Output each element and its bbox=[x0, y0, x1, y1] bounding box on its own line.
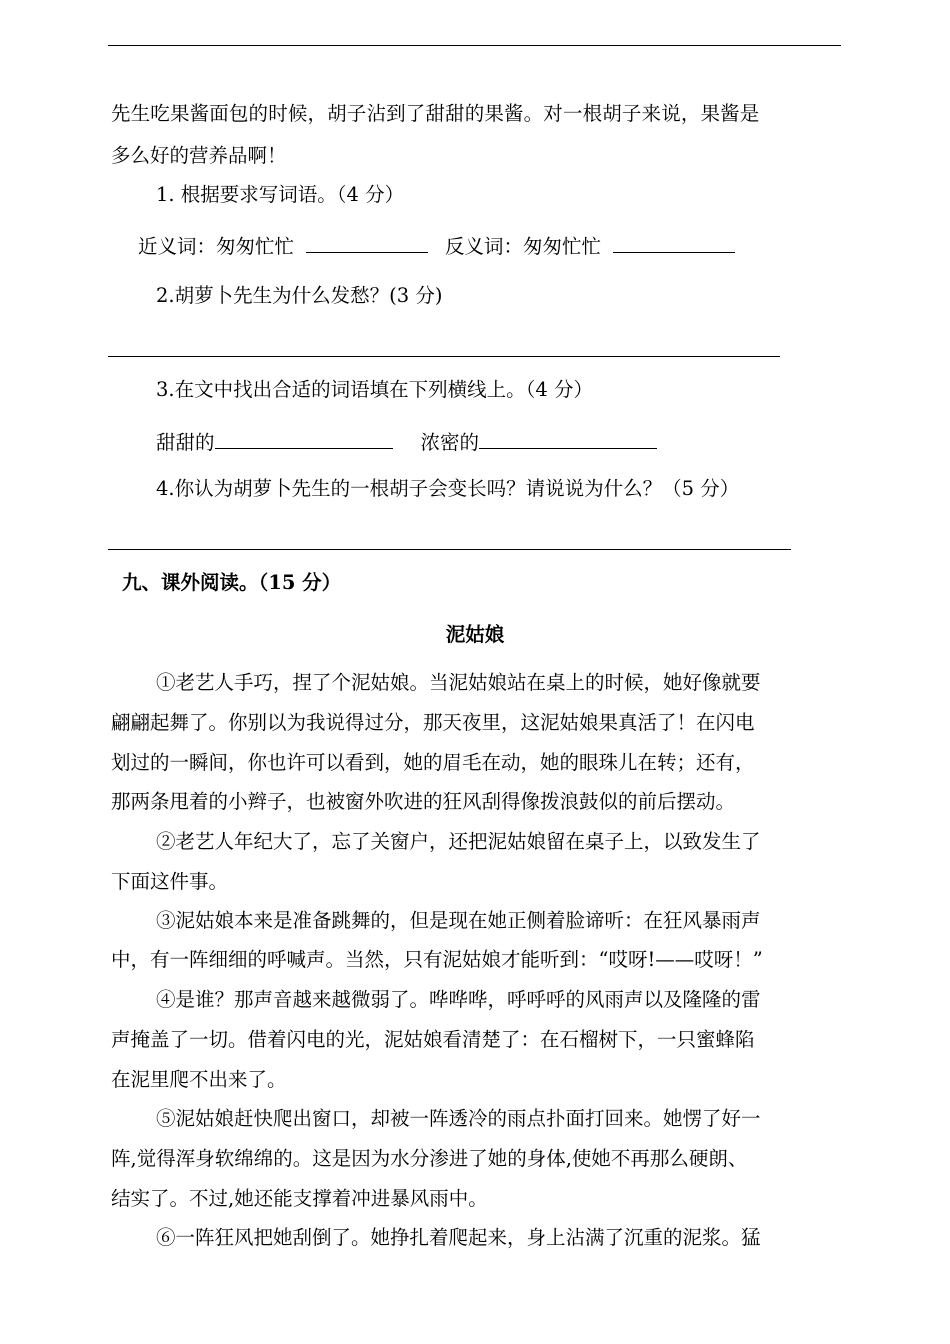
passage-line-7: ③泥姑娘本来是准备跳舞的，但是现在她正侧着脸谛听：在狂风暴雨声 bbox=[156, 909, 761, 932]
fill-label-sweet: 甜甜的 bbox=[156, 431, 215, 454]
question-2-answer-line[interactable] bbox=[108, 356, 780, 357]
question-1: 1. 根据要求写词语。（4 分） bbox=[156, 183, 405, 206]
antonym-answer-blank[interactable] bbox=[613, 232, 735, 253]
question-3-answers bbox=[156, 428, 657, 456]
synonym-label: 近义词：匆匆忙忙 bbox=[138, 235, 295, 258]
passage-line-14: 结实了。不过,她还能支撑着冲进暴风雨中。 bbox=[111, 1187, 488, 1210]
fill-label-dense: 浓密的 bbox=[420, 431, 480, 454]
passage-line-8: 中，有一阵细细的呼喊声。当然，只有泥姑娘才能听到：“哎呀!——哎呀！” bbox=[111, 948, 763, 971]
passage-line-13: 阵,觉得浑身软绵绵的。这是因为水分渗进了她的身体,使她不再那么硬朗、 bbox=[111, 1147, 748, 1170]
top-rule bbox=[108, 45, 841, 46]
fill-blank-sweet[interactable] bbox=[215, 428, 393, 449]
passage-line-12: ⑤泥姑娘赶快爬出窗口，却被一阵透冷的雨点扑面打回来。她愣了好一 bbox=[156, 1107, 761, 1130]
passage-line-3: 划过的一瞬间，你也许可以看到，她的眉毛在动，她的眼珠儿在转；还有， bbox=[111, 751, 755, 774]
intro-line-2: 多么好的营养品啊！ bbox=[111, 144, 287, 167]
passage-line-9: ④是谁？那声音越来越微弱了。哗哗哗，呼呼呼的风雨声以及隆隆的雷 bbox=[156, 988, 761, 1011]
passage-line-5: ②老艺人年纪大了，忘了关窗户，还把泥姑娘留在桌子上，以致发生了 bbox=[156, 830, 761, 853]
intro-line-1: 先生吃果酱面包的时候，胡子沾到了甜甜的果酱。对一根胡子来说，果酱是 bbox=[111, 102, 760, 125]
question-1-answers bbox=[138, 232, 735, 260]
question-2: 2.胡萝卜先生为什么发愁？(3 分) bbox=[156, 284, 443, 307]
section-heading: 九、课外阅读。（15 分） bbox=[122, 571, 342, 594]
story-title: 泥姑娘 bbox=[445, 623, 505, 646]
question-3: 3.在文中找出合适的词语填在下列横线上。（4 分） bbox=[156, 378, 593, 401]
synonym-answer-blank[interactable] bbox=[306, 232, 428, 253]
passage-line-2: 翩翩起舞了。你别以为我说得过分，那天夜里，这泥姑娘果真活了！在闪电 bbox=[111, 711, 755, 734]
passage-line-1: ①老艺人手巧，捏了个泥姑娘。当泥姑娘站在桌上的时候，她好像就要 bbox=[156, 671, 761, 694]
passage-line-10: 声掩盖了一切。借着闪电的光，泥姑娘看清楚了：在石榴树下，一只蜜蜂陷 bbox=[111, 1028, 755, 1051]
antonym-label: 反义词：匆匆忙忙 bbox=[445, 235, 602, 258]
passage-line-4: 那两条甩着的小辫子，也被窗外吹进的狂风刮得像拨浪鼓似的前后摆动。 bbox=[111, 790, 736, 813]
question-4-answer-line[interactable] bbox=[108, 549, 791, 550]
question-4: 4.你认为胡萝卜先生的一根胡子会变长吗？请说说为什么？（5 分） bbox=[156, 477, 740, 500]
passage-line-15: ⑥一阵狂风把她刮倒了。她挣扎着爬起来，身上沾满了沉重的泥浆。猛 bbox=[156, 1226, 761, 1249]
passage-line-6: 下面这件事。 bbox=[111, 870, 229, 893]
passage-line-11: 在泥里爬不出来了。 bbox=[111, 1068, 287, 1091]
fill-blank-dense[interactable] bbox=[479, 428, 657, 449]
